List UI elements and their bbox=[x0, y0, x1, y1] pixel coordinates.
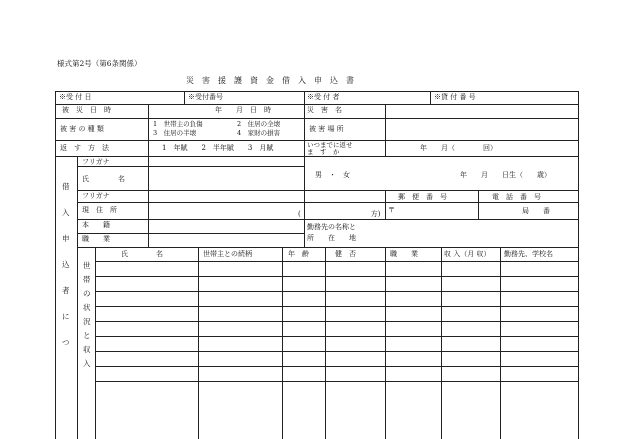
household-header-workplace: 勤務先、学校名 bbox=[504, 250, 553, 258]
address-paren: ( 方) bbox=[298, 210, 381, 218]
birth-date: 年 月 日生（ 歳） bbox=[460, 171, 551, 179]
col-divider bbox=[95, 247, 96, 439]
phone-label: 電 話 番 号 bbox=[492, 193, 541, 201]
receipt-number-label: ※受付番号 bbox=[188, 93, 223, 101]
damage-place-label: 被 害 場 所 bbox=[309, 125, 344, 133]
damage-option-2: 2 住居の全壊 bbox=[237, 120, 281, 128]
form-number: 様式第2号（第6条関係） bbox=[57, 59, 142, 68]
row-divider bbox=[77, 202, 578, 203]
postal-mark: 〒 bbox=[388, 206, 395, 214]
household-row-line bbox=[95, 366, 578, 367]
household-header-occupation: 職 業 bbox=[390, 250, 418, 258]
col-divider bbox=[430, 91, 431, 104]
domicile-label: 本 籍 bbox=[82, 221, 110, 229]
name-label: 氏 名 bbox=[82, 175, 127, 183]
col-divider bbox=[500, 247, 501, 439]
col-divider bbox=[77, 156, 78, 439]
table-left-border bbox=[55, 91, 56, 439]
repay-options: 1 年賦 2 半年賦 3 月賦 bbox=[162, 144, 274, 152]
household-header-relation: 世帯主との続柄 bbox=[203, 250, 252, 258]
household-header-name: 氏 名 bbox=[121, 250, 163, 258]
damage-option-4: 4 家財の損害 bbox=[237, 129, 281, 137]
col-divider bbox=[441, 247, 442, 439]
disaster-date-label: 被 災 日 時 bbox=[62, 106, 111, 114]
table-top-border bbox=[55, 91, 578, 92]
row-divider bbox=[304, 190, 578, 191]
repay-until-label: いつまでに返せ bbox=[307, 141, 353, 149]
household-header-health: 健 否 bbox=[335, 250, 356, 258]
applicant-side-label: 借 入 申 込 者 に つ bbox=[62, 182, 70, 347]
furigana-label: フリガナ bbox=[82, 158, 110, 166]
row-divider bbox=[55, 118, 578, 119]
row-divider bbox=[55, 156, 578, 157]
household-header-income: 収 入（月 収） bbox=[444, 250, 491, 258]
occupation-label: 職 業 bbox=[82, 235, 110, 243]
col-divider bbox=[385, 190, 386, 219]
col-divider bbox=[282, 247, 283, 439]
row-divider bbox=[385, 219, 578, 220]
household-row-line bbox=[95, 291, 578, 292]
household-header-age: 年 齢 bbox=[288, 250, 309, 258]
col-divider bbox=[148, 156, 149, 247]
employer-label: 勤務先の名称と bbox=[307, 223, 356, 231]
row-divider bbox=[304, 219, 385, 220]
repay-until-value: 年 月（ 回） bbox=[420, 144, 497, 152]
col-divider bbox=[478, 190, 479, 219]
col-divider bbox=[385, 104, 386, 156]
disaster-date-value: 年 月 日 時 bbox=[215, 106, 271, 114]
row-divider bbox=[77, 233, 304, 234]
household-row-line bbox=[95, 306, 578, 307]
col-divider bbox=[325, 247, 326, 439]
col-divider bbox=[385, 247, 386, 439]
col-divider bbox=[148, 104, 149, 156]
form-title: 災 害 援 護 資 金 借 入 申 込 書 bbox=[186, 76, 354, 85]
household-row-line bbox=[95, 336, 578, 337]
furigana-label: フリガナ bbox=[82, 192, 110, 200]
damage-option-3: 3 住居の半壊 bbox=[153, 129, 197, 137]
household-row-line bbox=[95, 321, 578, 322]
household-row-line bbox=[95, 351, 578, 352]
receiver-label: ※受 付 者 bbox=[307, 93, 340, 101]
postal-label: 郵 便 番 号 bbox=[398, 193, 447, 201]
row-divider bbox=[55, 104, 578, 105]
loan-number-label: ※貸 付 番 号 bbox=[434, 93, 476, 101]
household-row-line bbox=[95, 381, 578, 382]
table-right-border bbox=[578, 91, 579, 439]
col-divider bbox=[304, 91, 305, 247]
row-divider bbox=[77, 190, 304, 191]
col-divider bbox=[198, 247, 199, 439]
damage-type-label: 被 害 の 種 類 bbox=[60, 125, 104, 133]
row-divider bbox=[77, 247, 578, 248]
row-divider bbox=[77, 166, 304, 167]
row-divider bbox=[77, 219, 304, 220]
col-divider bbox=[184, 91, 185, 104]
household-side-label: 世 帯 の 状 況 と 収 入 bbox=[83, 261, 91, 368]
employer-label: 所 在 地 bbox=[307, 234, 356, 242]
repay-method-label: 返 す 方 法 bbox=[60, 144, 109, 152]
household-row-line bbox=[95, 261, 578, 262]
repay-until-label: ま す か bbox=[307, 148, 340, 156]
receipt-date-label: ※受 付 日 bbox=[59, 93, 92, 101]
damage-option-1: 1 世帯主の負傷 bbox=[153, 120, 203, 128]
phone-station: 局 番 bbox=[522, 207, 550, 215]
address-label: 現 住 所 bbox=[82, 206, 117, 214]
household-row-line bbox=[95, 276, 578, 277]
gender-choice: 男 ・ 女 bbox=[315, 171, 350, 179]
disaster-name-label: 災 害 名 bbox=[307, 106, 342, 114]
